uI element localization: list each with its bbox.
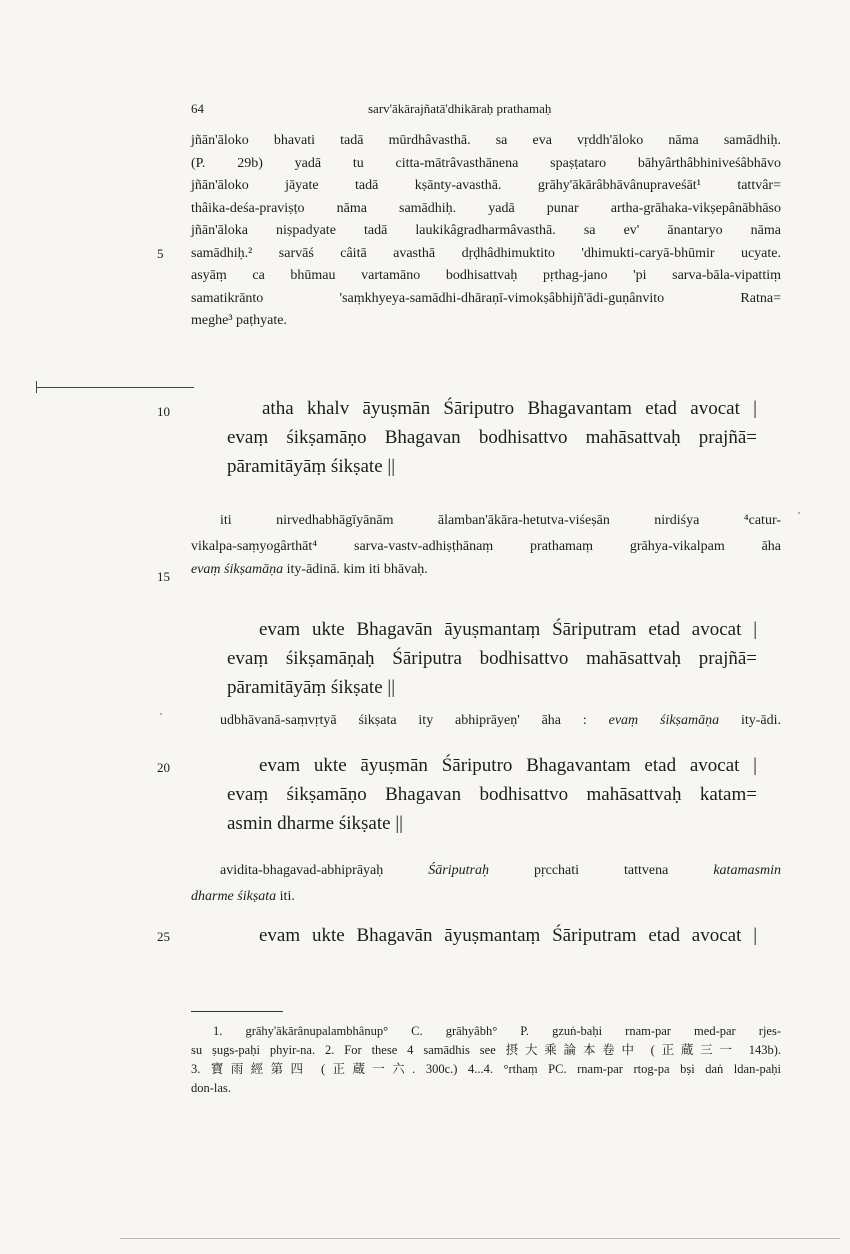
text-line: jñān'āloko jāyate tadā kṣānty-avasthā. grāhy'ākārâbhāvânupraveśāt¹ tattvâr= (191, 178, 781, 193)
commentary-paragraph-2 (191, 536, 781, 581)
sutra-passage-3 (259, 752, 757, 781)
text-line (220, 710, 781, 733)
scan-speck (160, 713, 162, 715)
text-line: thâika-deśa-praviṣṭo nāma samādhiḥ. yadā punar artha-grāhaka-vikṣepânābhāso (191, 200, 781, 216)
sutra-line: evaṃ śikṣamāṇaḥ Śāriputra bodhisattvo mahāsattvaḥ prajñā= (227, 648, 757, 669)
line-number-15: 15 (157, 569, 170, 584)
commentary-paragraph-3 (220, 710, 781, 733)
text-line (220, 860, 781, 883)
commentary-paragraph-4 (220, 860, 781, 883)
margin-rule-mark (36, 387, 194, 388)
commentary-paragraph-2-first-line (220, 510, 781, 533)
text-fragment: pṛcchati tattvena (533, 863, 669, 878)
scan-speck (798, 512, 800, 514)
text-line (191, 559, 781, 582)
sutra-passage-3-cont (227, 781, 757, 838)
text-line: iti nirvedhabhāgīyānām ālamban'ākāra-hetutva-viśeṣān nirdiśya ⁴catur- (220, 513, 781, 528)
italic-lemma: evaṃ śikṣamāṇa (608, 713, 720, 728)
sutra-line: asmin dharme śikṣate || (227, 812, 403, 834)
text-fragment: iti. (279, 889, 295, 904)
text-line: samādhiḥ.² sarvāś câitā avasthā dṛḍhâdhimuktito 'dhimukti-caryā-bhūmir ucyate. (191, 245, 781, 261)
sutra-line: pāramitāyāṃ śikṣate || (227, 676, 395, 698)
footnote-line: su ṣugs-paḥi phyir-na. 2. For these 4 samādhis see 摂大乘論本卷中 (正蔵三一 143b). (191, 1043, 781, 1057)
sutra-line: evaṃ śikṣamāṇo Bhagavan bodhisattvo mahāsattvaḥ katam= (227, 784, 757, 805)
footnote-line: 1. grāhy'ākārânupalambhânup° C. grāhyâbh° P. gzuṅ-baḥi rnam-par med-par rjes- (213, 1024, 781, 1038)
line-number-25: 25 (157, 929, 170, 944)
footnote-line: 3. 寶雨經第四 (正蔵一六. 300c.) 4...4. °rthaṃ PC. rnam-par rtog-pa bṣi daṅ ldan-paḥi (191, 1062, 781, 1076)
italic-lemma: katamasmin (713, 863, 782, 878)
text-fragment: ity-ādi. (740, 713, 781, 728)
text-line: samatikrānto 'saṃkhyeya-samādhi-dhāraṇī-vimokṣâbhijñ'ādi-guṇânvito Ratna= (191, 290, 781, 306)
text-line: jñān'āloka niṣpadyate tadā laukikâgradharmâvasthā. sa ev' ānantaryo nāma (191, 223, 781, 238)
text-line (191, 886, 781, 909)
sutra-passage-2 (259, 616, 757, 645)
sutra-line: evam ukte Bhagavān āyuṣmantaṃ Śāriputram etad avocat | (259, 925, 757, 946)
commentary-paragraph-1 (191, 130, 781, 333)
italic-name: Śāriputraḥ (428, 863, 489, 878)
line-number-10: 10 (157, 404, 170, 419)
text-line: asyāṃ ca bhūmau vartamāno bodhisattvaḥ pṛthag-jano 'pi sarva-bāla-vipattiṃ (191, 268, 781, 283)
italic-lemma: evaṃ śikṣamāṇa (191, 561, 284, 577)
page-bottom-edge (120, 1238, 840, 1239)
text-line: meghe³ paṭhyate. (191, 313, 287, 328)
text-fragment: ity-ādinā. kim iti bhāvaḥ. (286, 561, 428, 577)
footnote-separator (191, 1011, 283, 1012)
running-title: sarv'ākārajñatā'dhikāraḥ prathamaḥ (368, 101, 552, 116)
sutra-passage-2-cont (227, 645, 757, 702)
footnote-line: don-las. (191, 1081, 231, 1095)
sutra-line: pāramitāyāṃ śikṣate || (227, 455, 395, 477)
sutra-passage-4 (259, 922, 757, 951)
sutra-line: atha khalv āyuṣmān Śāriputro Bhagavantam etad avocat | (262, 398, 757, 419)
text-line: (P. 29b) yadā tu citta-mātrâvasthānena spaṣṭataro bāhyârthâbhiniveśâbhāvo (191, 155, 781, 171)
sutra-passage-1 (262, 395, 757, 424)
line-number-20: 20 (157, 760, 170, 775)
sutra-line: evam ukte Bhagavān āyuṣmantaṃ Śāriputram etad avocat | (259, 619, 757, 640)
footnotes (191, 1022, 781, 1098)
sutra-line: evam ukte āyuṣmān Śāriputro Bhagavantam etad avocat | (259, 755, 757, 776)
sutra-passage-1-cont (227, 424, 757, 481)
text-fragment: udbhāvanā-saṃvṛtyā śikṣata ity abhiprāyeṇ' āha : (220, 713, 587, 728)
text-fragment: avidita-bhagavad-abhiprāyaḥ (220, 863, 384, 878)
page-number: 64 (191, 101, 204, 116)
text-line: vikalpa-saṃyogârthāt⁴ sarva-vastv-adhiṣṭhānaṃ prathamaṃ grāhya-vikalpam āha (191, 539, 781, 554)
italic-lemma: dharme śikṣata (191, 889, 277, 904)
sutra-line: evaṃ śikṣamāṇo Bhagavan bodhisattvo mahāsattvaḥ prajñā= (227, 427, 757, 448)
text-line: jñān'āloko bhavati tadā mūrdhâvasthā. sa eva vṛddh'āloko nāma samādhiḥ. (191, 133, 781, 148)
commentary-paragraph-4-cont (191, 886, 781, 909)
line-number-5: 5 (157, 246, 164, 261)
